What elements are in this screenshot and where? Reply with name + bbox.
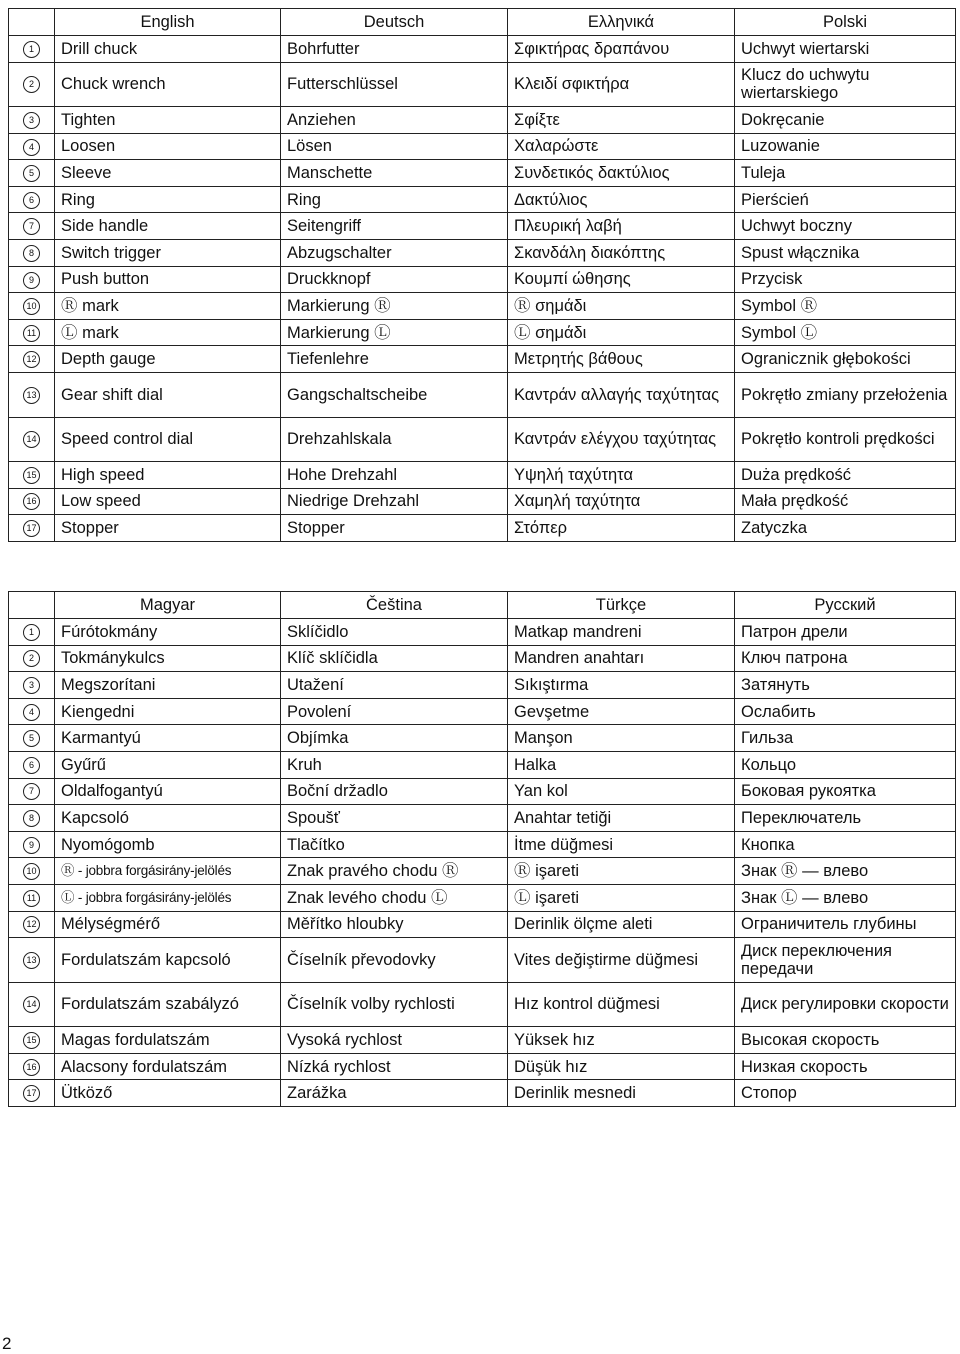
table-row: [9, 645, 956, 672]
table-row: [9, 417, 956, 462]
table-row: [9, 488, 956, 515]
table-cell: Stopper: [55, 515, 281, 542]
table-row: [9, 698, 956, 725]
table-cell: Σφικτήρας δραπάνου: [508, 36, 735, 63]
table-cell: Bohrfutter: [281, 36, 508, 63]
table-cell: Symbol Ⓛ: [735, 319, 956, 346]
item-number: [9, 133, 55, 160]
table-cell: Gyűrű: [55, 751, 281, 778]
table-cell: Abzugschalter: [281, 240, 508, 267]
item-number: [9, 831, 55, 858]
item-number: [9, 462, 55, 489]
item-number: [9, 266, 55, 293]
table-cell: Hız kontrol düğmesi: [508, 982, 735, 1027]
item-number: [9, 346, 55, 373]
table-row: [9, 725, 956, 752]
table-cell: Lösen: [281, 133, 508, 160]
table-cell: Кнопка: [735, 831, 956, 858]
table-cell: Патрон дрели: [735, 619, 956, 646]
item-number-circle: 3: [23, 677, 40, 694]
table-cell: Ⓡ σημάδι: [508, 293, 735, 320]
table-cell: Fúrótokmány: [55, 619, 281, 646]
table-cell: Pokrętło zmiany przełożenia: [735, 373, 956, 418]
item-number-circle: 14: [23, 431, 40, 448]
table-cell: Tiefenlehre: [281, 346, 508, 373]
table-cell: Kiengedni: [55, 698, 281, 725]
table-cell: Derinlik ölçme aleti: [508, 911, 735, 938]
header-magyar: Magyar: [55, 592, 281, 619]
table-cell: Spust włącznika: [735, 240, 956, 267]
table-cell: Πλευρική λαβή: [508, 213, 735, 240]
table-cell: Magas fordulatszám: [55, 1027, 281, 1054]
table-row: [9, 346, 956, 373]
table-cell: Σφίξτε: [508, 107, 735, 134]
table-cell: Druckknopf: [281, 266, 508, 293]
item-number-circle: 1: [23, 41, 40, 58]
item-number: [9, 515, 55, 542]
item-number: [9, 672, 55, 699]
table-cell: Matkap mandreni: [508, 619, 735, 646]
table-cell: Karmantyú: [55, 725, 281, 752]
table-cell: Boční držadlo: [281, 778, 508, 805]
table-row: [9, 213, 956, 240]
table-cell: Знак Ⓡ — влево: [735, 858, 956, 885]
table-row: [9, 1080, 956, 1107]
table-cell: Nízká rychlost: [281, 1053, 508, 1080]
table-cell: Диск регулировки скорости: [735, 982, 956, 1027]
table-cell: Μετρητής βάθους: [508, 346, 735, 373]
table-cell: Uchwyt boczny: [735, 213, 956, 240]
table-row: [9, 619, 956, 646]
table-row: [9, 36, 956, 63]
table-cell: Gear shift dial: [55, 373, 281, 418]
table-cell: Anziehen: [281, 107, 508, 134]
item-number-circle: 2: [23, 76, 40, 93]
table-cell: Znak levého chodu Ⓛ: [281, 884, 508, 911]
table-cell: Sleeve: [55, 160, 281, 187]
header-polski: Polski: [735, 9, 956, 36]
item-number-circle: 7: [23, 218, 40, 235]
item-number: [9, 698, 55, 725]
table-cell: Низкая скорость: [735, 1053, 956, 1080]
table-cell: Pierścień: [735, 186, 956, 213]
header-cell-blank: [9, 9, 55, 36]
item-number-circle: 15: [23, 467, 40, 484]
table-cell: Duża prędkość: [735, 462, 956, 489]
table-cell: Переключатель: [735, 805, 956, 832]
table-cell: Tokmánykulcs: [55, 645, 281, 672]
item-number: [9, 805, 55, 832]
table-row: [9, 778, 956, 805]
table-cell: Ⓡ - jobbra forgásirány-jelölés: [55, 858, 281, 885]
item-number: [9, 778, 55, 805]
table-row: [9, 751, 956, 778]
item-number-circle: 7: [23, 783, 40, 800]
table-cell: Przycisk: [735, 266, 956, 293]
item-number: [9, 373, 55, 418]
item-number: [9, 645, 55, 672]
table-cell: Derinlik mesnedi: [508, 1080, 735, 1107]
item-number-circle: 10: [23, 863, 40, 880]
table-row: [9, 133, 956, 160]
table-cell: Switch trigger: [55, 240, 281, 267]
table-cell: Υψηλή ταχύτητα: [508, 462, 735, 489]
item-number: [9, 488, 55, 515]
header-deutsch: Deutsch: [281, 9, 508, 36]
table-cell: Push button: [55, 266, 281, 293]
table-cell: Tighten: [55, 107, 281, 134]
item-number: [9, 858, 55, 885]
table-cell: Nyomógomb: [55, 831, 281, 858]
table-cell: Диск переключения передачи: [735, 938, 956, 983]
item-number-circle: 5: [23, 165, 40, 182]
table-cell: Chuck wrench: [55, 62, 281, 107]
table-cell: Číselník volby rychlosti: [281, 982, 508, 1027]
item-number-circle: 2: [23, 650, 40, 667]
table-cell: Ⓛ işareti: [508, 884, 735, 911]
table-cell: Ⓡ işareti: [508, 858, 735, 885]
item-number: [9, 911, 55, 938]
table-cell: Κουμπί ώθησης: [508, 266, 735, 293]
table-cell: Mandren anahtarı: [508, 645, 735, 672]
table-cell: Depth gauge: [55, 346, 281, 373]
table-cell: Düşük hız: [508, 1053, 735, 1080]
header-english: English: [55, 9, 281, 36]
table-cell: Zarážka: [281, 1080, 508, 1107]
item-number: [9, 1027, 55, 1054]
table-cell: Καντράν ελέγχου ταχύτητας: [508, 417, 735, 462]
item-number-circle: 13: [23, 952, 40, 969]
item-number-circle: 9: [23, 272, 40, 289]
table-cell: Δακτύλιος: [508, 186, 735, 213]
table-cell: Mélységmérő: [55, 911, 281, 938]
table-cell: Гильза: [735, 725, 956, 752]
table-row: [9, 266, 956, 293]
table-cell: Klucz do uchwytu wiertarskiego: [735, 62, 956, 107]
parts-table-2: [8, 591, 956, 1107]
table-row: [9, 240, 956, 267]
table-cell: Tuleja: [735, 160, 956, 187]
table-cell: Затянуть: [735, 672, 956, 699]
table-row: [9, 911, 956, 938]
table-cell: Markierung Ⓡ: [281, 293, 508, 320]
item-number: [9, 619, 55, 646]
table-row: [9, 1053, 956, 1080]
item-number: [9, 417, 55, 462]
table-cell: Megszorítani: [55, 672, 281, 699]
table-row: [9, 805, 956, 832]
table-cell: Ütköző: [55, 1080, 281, 1107]
page-number: 2: [2, 1334, 12, 1353]
item-number-circle: 14: [23, 996, 40, 1013]
table-row: [9, 160, 956, 187]
table-cell: Zatyczka: [735, 515, 956, 542]
table-cell: Halka: [508, 751, 735, 778]
table-row: [9, 319, 956, 346]
table-cell: Yüksek hız: [508, 1027, 735, 1054]
table-cell: Mała prędkość: [735, 488, 956, 515]
item-number: [9, 1053, 55, 1080]
table-cell: Sklíčidlo: [281, 619, 508, 646]
table-cell: Κλειδί σφικτήρα: [508, 62, 735, 107]
table-cell: Χαλαρώστε: [508, 133, 735, 160]
header-row: [9, 9, 956, 36]
table-row: [9, 293, 956, 320]
item-number-circle: 12: [23, 351, 40, 368]
table-row: [9, 831, 956, 858]
table-cell: Vysoká rychlost: [281, 1027, 508, 1054]
table-cell: Ⓛ mark: [55, 319, 281, 346]
table-cell: Ⓛ σημάδι: [508, 319, 735, 346]
table-cell: Symbol Ⓡ: [735, 293, 956, 320]
table-cell: Ⓛ - jobbra forgásirány-jelölés: [55, 884, 281, 911]
table-cell: Кольцо: [735, 751, 956, 778]
table-cell: Klíč sklíčidla: [281, 645, 508, 672]
item-number: [9, 213, 55, 240]
table-row: [9, 672, 956, 699]
table-cell: Fordulatszám kapcsoló: [55, 938, 281, 983]
table-cell: Loosen: [55, 133, 281, 160]
table-cell: Side handle: [55, 213, 281, 240]
table-cell: Znak pravého chodu Ⓡ: [281, 858, 508, 885]
table-cell: Anahtar tetiği: [508, 805, 735, 832]
table-cell: Luzowanie: [735, 133, 956, 160]
table-cell: Ogranicznik głębokości: [735, 346, 956, 373]
table-cell: Знак Ⓛ — влево: [735, 884, 956, 911]
table-cell: Uchwyt wiertarski: [735, 36, 956, 63]
header-cestina: Čeština: [281, 592, 508, 619]
table-cell: Fordulatszám szabályzó: [55, 982, 281, 1027]
item-number: [9, 293, 55, 320]
table-cell: Měřítko hloubky: [281, 911, 508, 938]
item-number-circle: 16: [23, 1059, 40, 1076]
item-number: [9, 1080, 55, 1107]
table-cell: Utažení: [281, 672, 508, 699]
table-cell: Dokręcanie: [735, 107, 956, 134]
table-cell: Futterschlüssel: [281, 62, 508, 107]
item-number: [9, 884, 55, 911]
table-cell: Stopper: [281, 515, 508, 542]
table-cell: Oldalfogantyú: [55, 778, 281, 805]
table-cell: Ring: [55, 186, 281, 213]
table-cell: İtme düğmesi: [508, 831, 735, 858]
table-cell: Speed control dial: [55, 417, 281, 462]
table-row: [9, 62, 956, 107]
header-cell-blank: [9, 592, 55, 619]
table-cell: Vites değiştirme düğmesi: [508, 938, 735, 983]
header-russian: Русский: [735, 592, 956, 619]
item-number-circle: 16: [23, 493, 40, 510]
table-cell: Ограничитель глубины: [735, 911, 956, 938]
item-number-circle: 1: [23, 624, 40, 641]
table-row: [9, 884, 956, 911]
table-cell: Seitengriff: [281, 213, 508, 240]
table-cell: Kruh: [281, 751, 508, 778]
table-cell: High speed: [55, 462, 281, 489]
item-number: [9, 160, 55, 187]
table-cell: Manschette: [281, 160, 508, 187]
item-number-circle: 3: [23, 112, 40, 129]
item-number: [9, 62, 55, 107]
table-cell: Боковая рукоятка: [735, 778, 956, 805]
table-cell: Ключ патрона: [735, 645, 956, 672]
item-number: [9, 751, 55, 778]
table-cell: Gangschaltscheibe: [281, 373, 508, 418]
table-cell: Číselník převodovky: [281, 938, 508, 983]
table-cell: Σκανδάλη διακόπτης: [508, 240, 735, 267]
table-cell: Ring: [281, 186, 508, 213]
table-cell: Markierung Ⓛ: [281, 319, 508, 346]
table-cell: Στόπερ: [508, 515, 735, 542]
header-row: [9, 592, 956, 619]
table-cell: Высокая скорость: [735, 1027, 956, 1054]
table-row: [9, 982, 956, 1027]
item-number: [9, 186, 55, 213]
table-cell: Alacsony fordulatszám: [55, 1053, 281, 1080]
table-row: [9, 186, 956, 213]
table-cell: Objímka: [281, 725, 508, 752]
table-cell: Pokrętło kontroli prędkości: [735, 417, 956, 462]
item-number: [9, 319, 55, 346]
item-number-circle: 11: [23, 890, 40, 907]
table-row: [9, 938, 956, 983]
item-number: [9, 938, 55, 983]
item-number-circle: 10: [23, 298, 40, 315]
table-cell: Gevşetme: [508, 698, 735, 725]
table-row: [9, 515, 956, 542]
item-number-circle: 6: [23, 757, 40, 774]
item-number: [9, 107, 55, 134]
table-row: [9, 858, 956, 885]
item-number-circle: 4: [23, 139, 40, 156]
item-number-circle: 8: [23, 810, 40, 827]
item-number: [9, 725, 55, 752]
table-cell: Spoušť: [281, 805, 508, 832]
item-number-circle: 17: [23, 520, 40, 537]
table-cell: Συνδετικός δακτύλιος: [508, 160, 735, 187]
table-cell: Καντράν αλλαγής ταχύτητας: [508, 373, 735, 418]
item-number-circle: 11: [23, 325, 40, 342]
item-number-circle: 6: [23, 192, 40, 209]
table-row: [9, 462, 956, 489]
item-number-circle: 5: [23, 730, 40, 747]
table-cell: Yan kol: [508, 778, 735, 805]
item-number-circle: 12: [23, 916, 40, 933]
item-number-circle: 4: [23, 704, 40, 721]
table-cell: Стопор: [735, 1080, 956, 1107]
header-greek: Ελληνικά: [508, 9, 735, 36]
table-cell: Kapcsoló: [55, 805, 281, 832]
item-number: [9, 36, 55, 63]
table-cell: Low speed: [55, 488, 281, 515]
table-cell: Manşon: [508, 725, 735, 752]
table-cell: Tlačítko: [281, 831, 508, 858]
item-number: [9, 982, 55, 1027]
table-row: [9, 107, 956, 134]
table-cell: Povolení: [281, 698, 508, 725]
item-number: [9, 240, 55, 267]
item-number-circle: 9: [23, 837, 40, 854]
table-cell: Ослабить: [735, 698, 956, 725]
table-cell: Drill chuck: [55, 36, 281, 63]
header-turkce: Türkçe: [508, 592, 735, 619]
table-cell: Sıkıştırma: [508, 672, 735, 699]
item-number-circle: 15: [23, 1032, 40, 1049]
table-cell: Drehzahlskala: [281, 417, 508, 462]
item-number-circle: 17: [23, 1085, 40, 1102]
item-number-circle: 13: [23, 387, 40, 404]
table-cell: Χαμηλή ταχύτητα: [508, 488, 735, 515]
table-cell: Niedrige Drehzahl: [281, 488, 508, 515]
table-row: [9, 373, 956, 418]
table-cell: Hohe Drehzahl: [281, 462, 508, 489]
table-row: [9, 1027, 956, 1054]
item-number-circle: 8: [23, 245, 40, 262]
parts-table-1: [8, 8, 956, 542]
table-cell: Ⓡ mark: [55, 293, 281, 320]
